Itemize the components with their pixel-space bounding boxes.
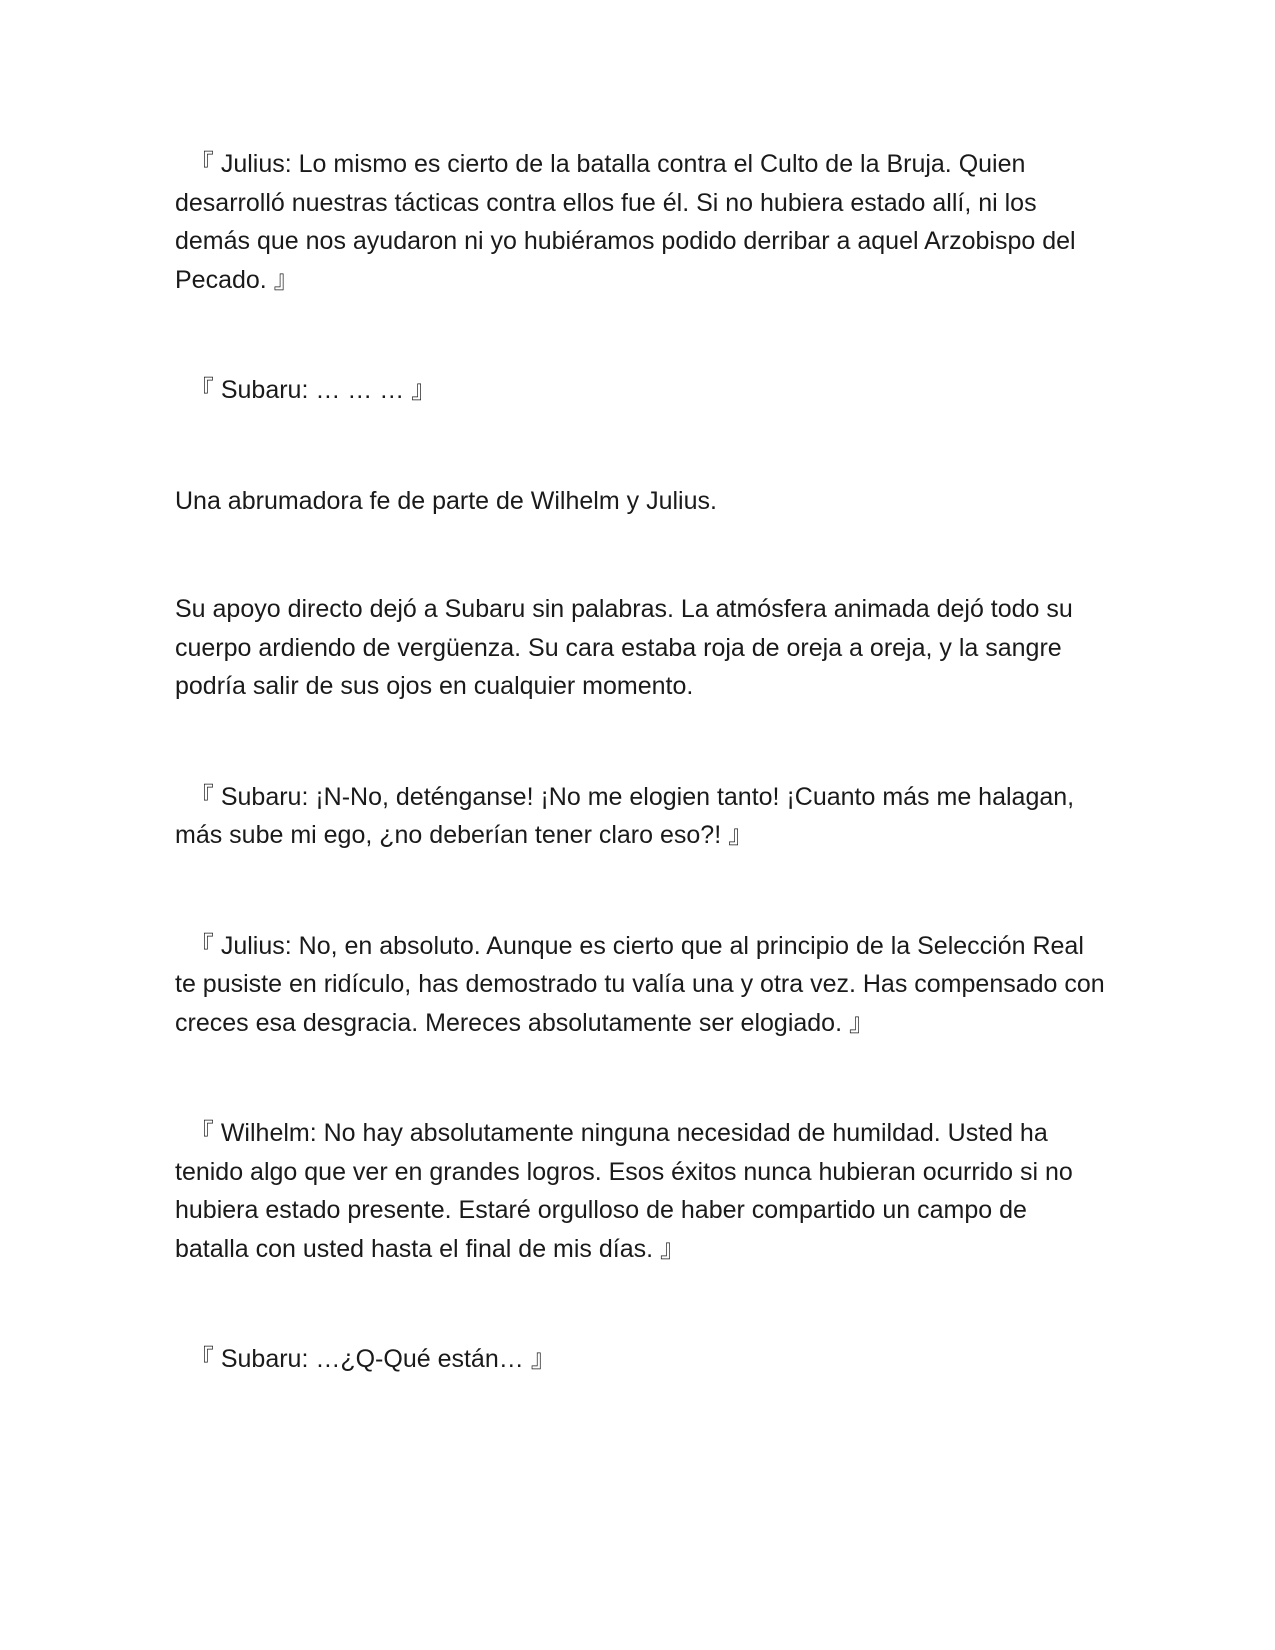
- paragraph-subaru-2: 『 Subaru: ¡N-No, deténganse! ¡No me elogien tanto! ¡Cuanto más me halagan, más sube mi ego, ¿no deberían tener claro eso?! 』: [175, 782, 1075, 849]
- paragraph-julius-1: 『 Julius: Lo mismo es cierto de la batalla contra el Culto de la Bruja. Quien desarrolló nuestras tácticas contra ellos fue él. Si no hubiera estado allí, ni los demás que nos ayudaron ni yo hubiéramos podido derribar a aquel Arzobispo del Pecado. 』: [175, 150, 1076, 294]
- paragraph-subaru-3: 『 Subaru: …¿Q-Qué están… 』: [175, 1345, 556, 1373]
- paragraph-subaru-1: 『 Subaru: … … … 』: [175, 376, 437, 404]
- paragraph-narration-1: Una abrumadora fe de parte de Wilhelm y Julius.: [175, 486, 717, 515]
- paragraph-julius-2: 『 Julius: No, en absoluto. Aunque es cierto que al principio de la Selección Real te pusiste en ridículo, has demostrado tu valía una y otra vez. Has compensado con creces esa desgracia. Mereces absolutamente ser elogiado. 』: [175, 931, 1105, 1037]
- text-body: [175, 145, 1105, 1379]
- paragraph-narration-2: Su apoyo directo dejó a Subaru sin palabras. La atmósfera animada dejó todo su cuerpo ardiendo de vergüenza. Su cara estaba roja de oreja a oreja, y la sangre podría salir de sus ojos en cualquier momento.: [175, 595, 1073, 700]
- paragraph-wilhelm-1: 『 Wilhelm: No hay absolutamente ninguna necesidad de humildad. Usted ha tenido algo que ver en grandes logros. Esos éxitos nunca hubieran ocurrido si no hubiera estado presente. Estaré orgulloso de haber compartido un campo de batalla con usted hasta el final de mis días. 』: [175, 1119, 1073, 1263]
